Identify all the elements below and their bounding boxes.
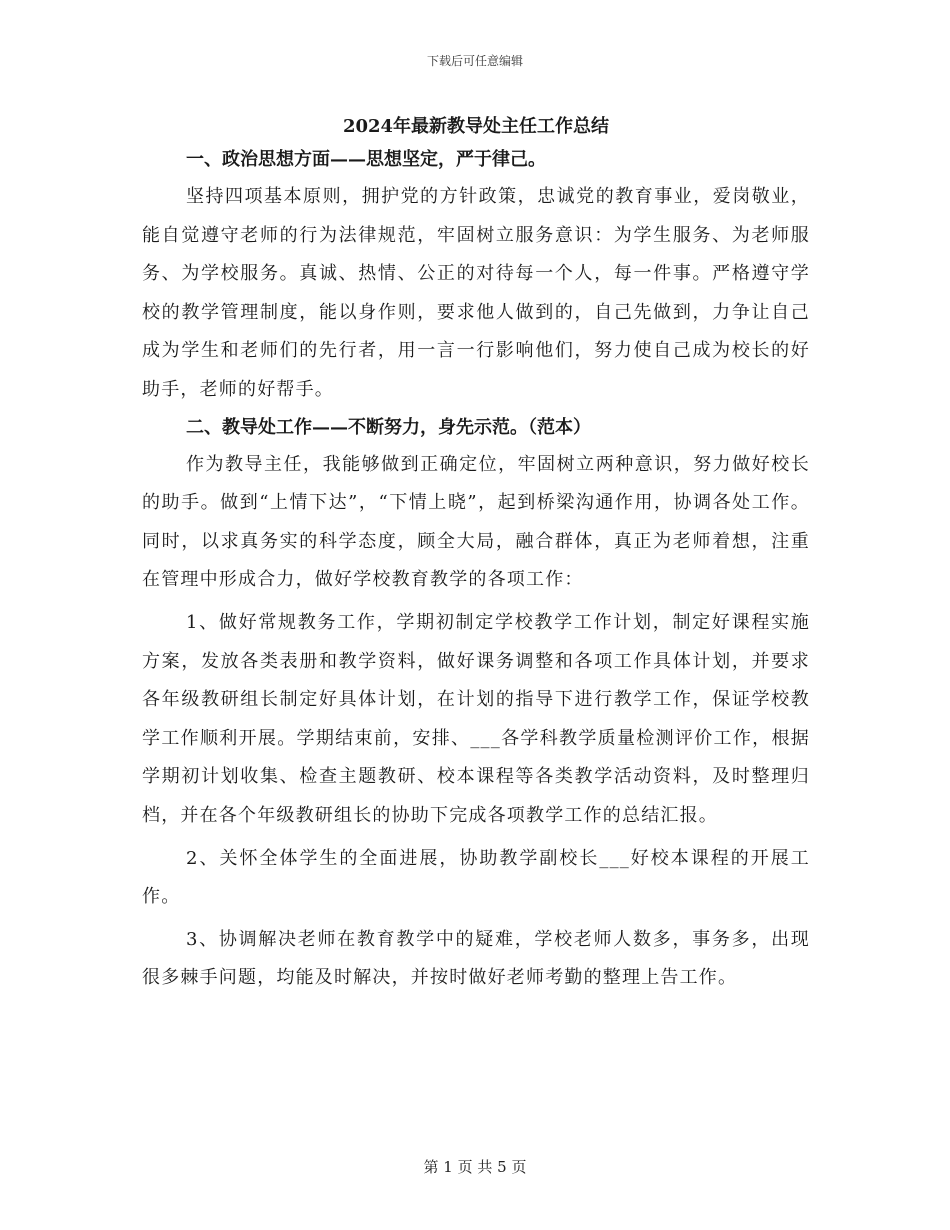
page-header: 下载后可任意编辑 <box>426 54 523 68</box>
document-body <box>142 112 810 998</box>
paragraph-role: 作为教导主任，我能够做到正确定位，牢固树立两种意识，努力做好校长的助手。做到“上情下达”，“下情上晓”，起到桥梁沟通作用，协调各处工作。同时，以求真务实的科学态度，顾全大局，融合群体，真正为老师着想，注重在管理中形成合力，做好学校教育教学的各项工作： <box>142 453 810 591</box>
paragraph-item-2: 2、关怀全体学生的全面进展，协助教学副校长___好校本课程的开展工作。 <box>142 847 810 908</box>
page-footer: 第 1 页 共 5 页 <box>423 1158 527 1176</box>
paragraph-item-3: 3、协调解决老师在教育教学中的疑难，学校老师人数多，事务多，出现很多棘手问题，均能及时解决，并按时做好老师考勤的整理上告工作。 <box>142 928 810 989</box>
paragraph-item-1: 1、做好常规教务工作，学期初制定学校教学工作计划，制定好课程实施方案，发放各类表册和教学资料，做好课务调整和各项工作具体计划，并要求各年级教研组长制定好具体计划，在计划的指导下进行教学工作，保证学校教学工作顺利开展。学期结束前，安排、___各学科教学质量检测评价工作，根据学期初计划收集、检查主题教研、校本课程等各类教学活动资料，及时整理归档，并在各个年级教研组长的协助下完成各项教学工作的总结汇报。 <box>142 611 810 826</box>
paragraph-politics: 坚持四项基本原则，拥护党的方针政策，忠诚党的教育事业，爱岗敬业，能自觉遵守老师的行为法律规范，牢固树立服务意识：为学生服务、为老师服务、为学校服务。真诚、热情、公正的对待每一个人，每一件事。严格遵守学校的教学管理制度，能以身作则，要求他人做到的，自己先做到，力争让自己成为学生和老师们的先行者，用一言一行影响他们，努力使自己成为校长的好助手，老师的好帮手。 <box>142 186 810 400</box>
section-heading-politics: 一、政治思想方面——思想坚定，严于律己。 <box>186 149 546 170</box>
section-heading-teaching-office: 二、教导处工作——不断努力，身先示范。（范本） <box>186 416 591 438</box>
document-title: 2024年最新教导处主任工作总结 <box>342 116 610 137</box>
